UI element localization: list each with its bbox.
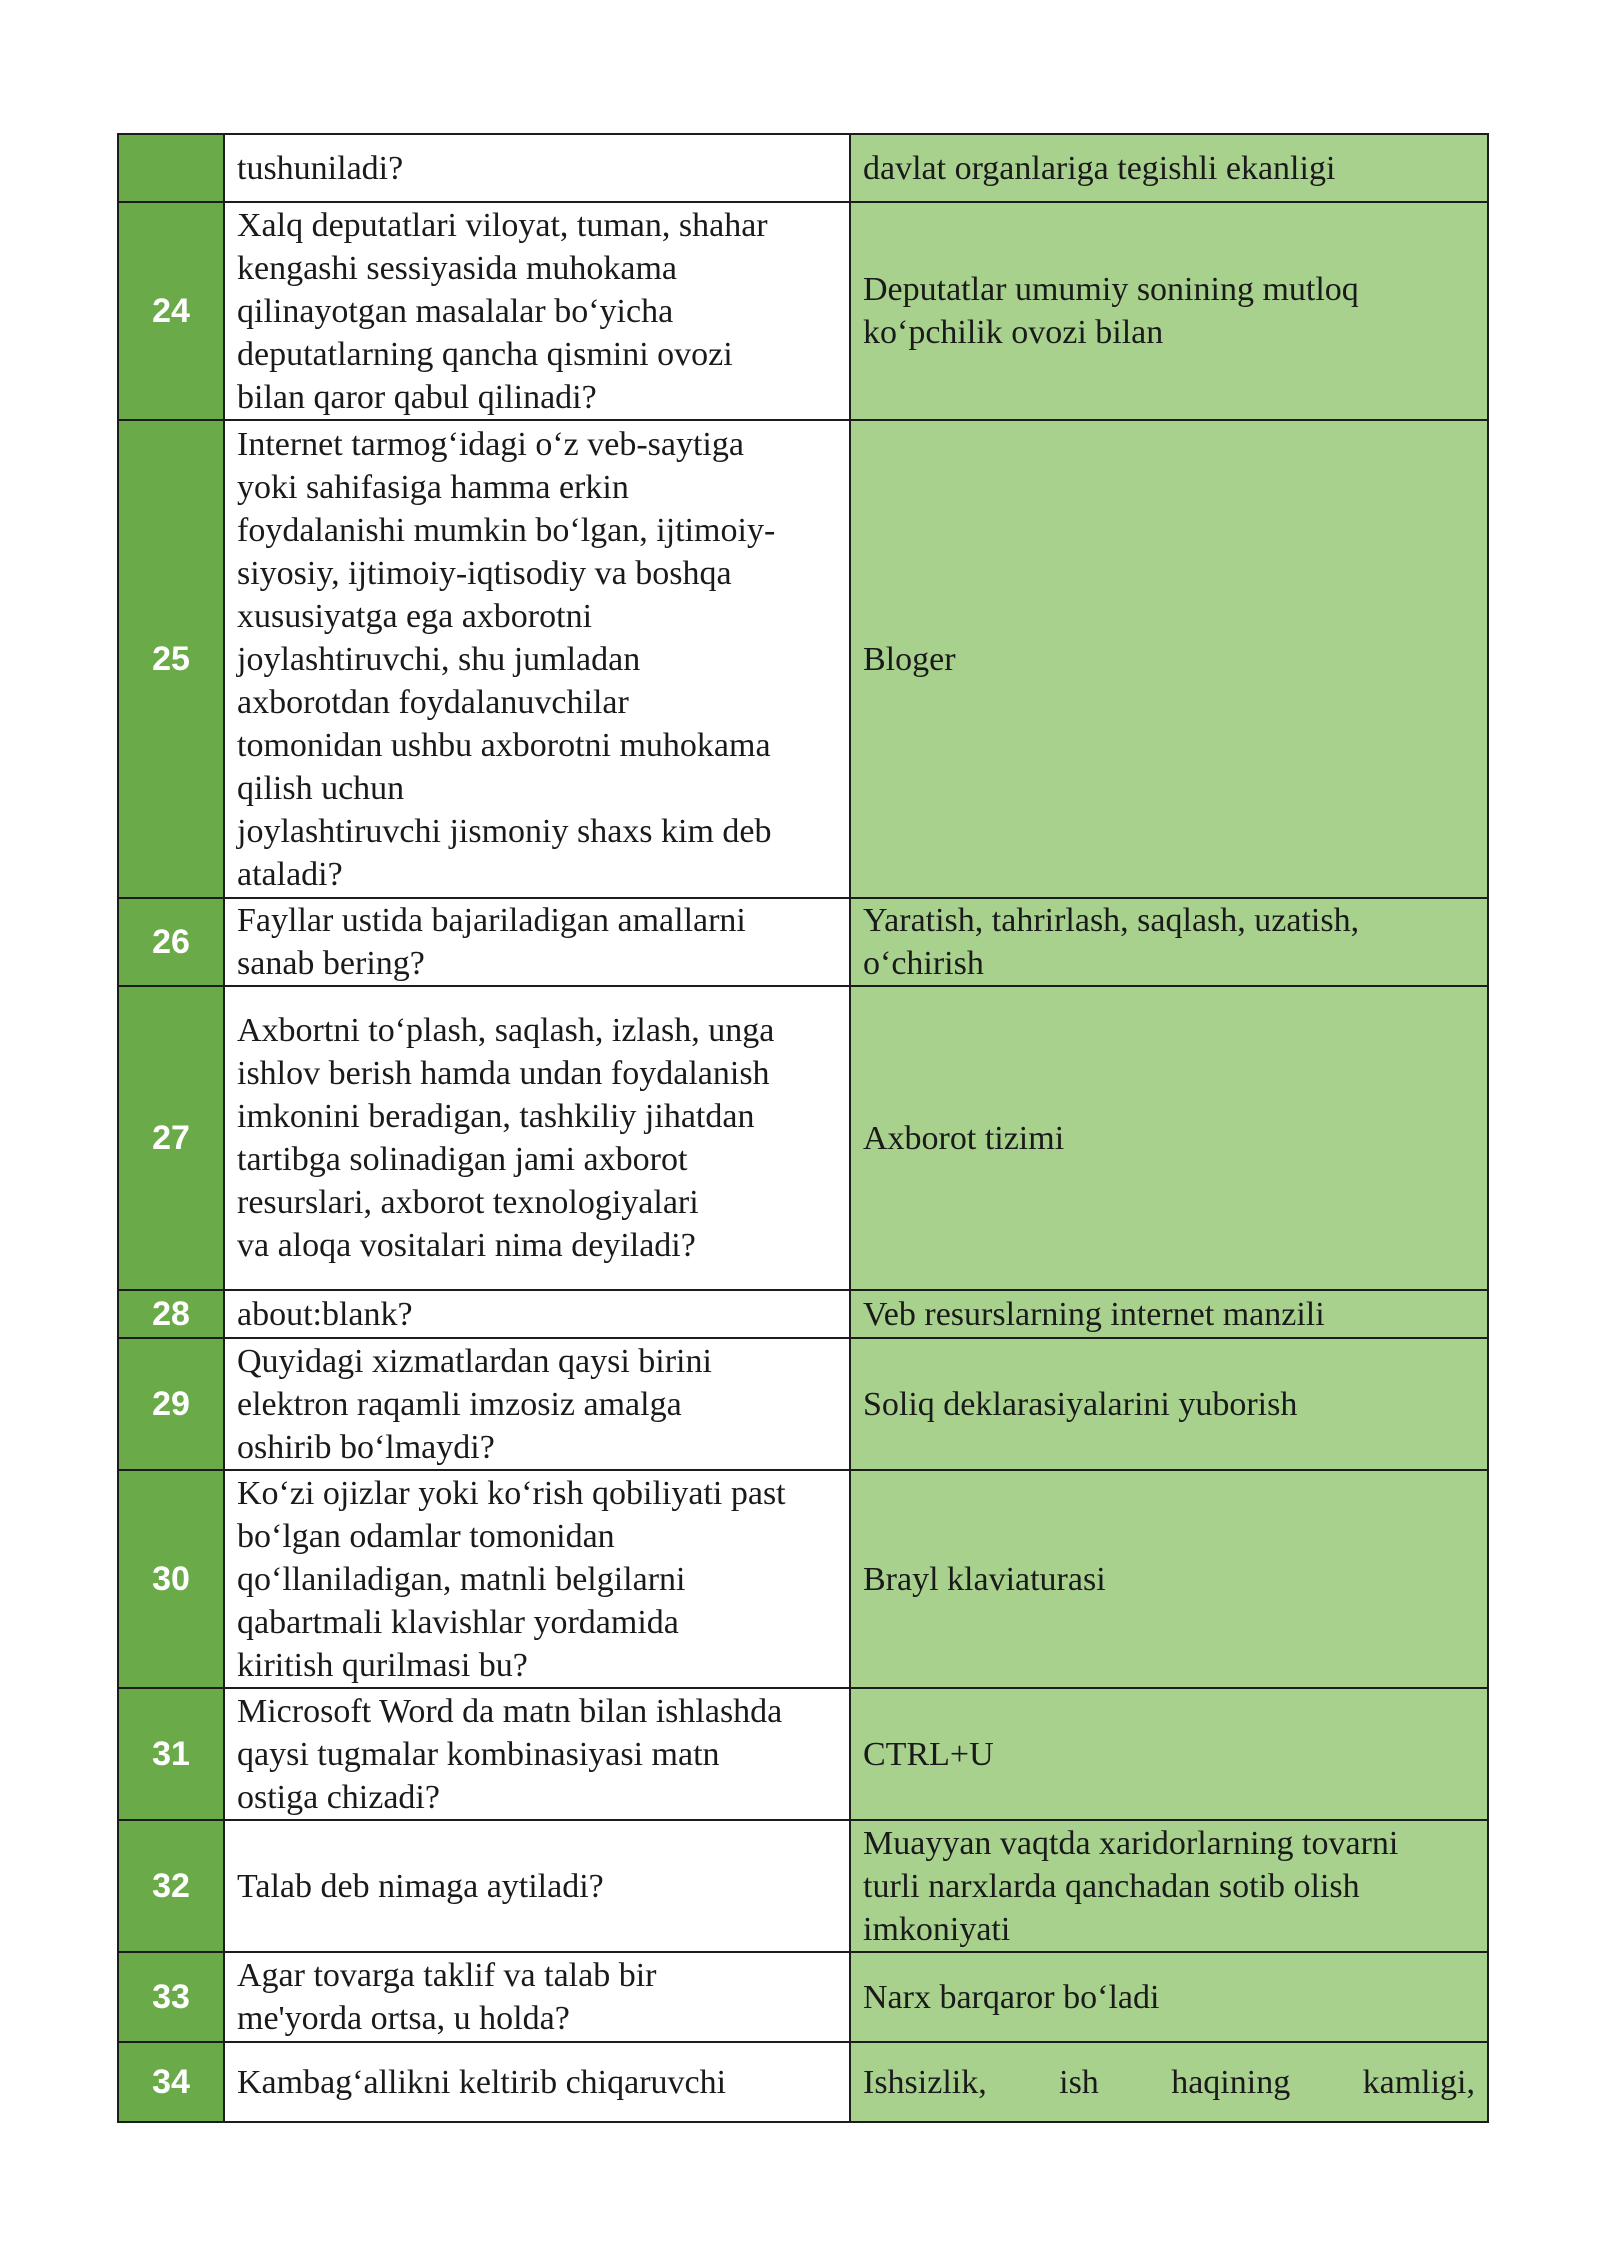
question-cell: Fayllar ustida bajariladigan amallarni sanab bering? [224, 898, 850, 986]
question-cell: Agar tovarga taklif va talab bir me'yorda ortsa, u holda? [224, 1952, 850, 2042]
table-row [118, 134, 1488, 202]
table-row [118, 202, 1488, 420]
question-cell: Quyidagi xizmatlardan qaysi birini elektron raqamli imzosiz amalga oshirib bo‘lmaydi? [224, 1338, 850, 1470]
row-number: 30 [118, 1470, 224, 1688]
table-row [118, 420, 1488, 898]
answer-cell: Veb resurslarning internet manzili [850, 1290, 1488, 1338]
row-number: 27 [118, 986, 224, 1290]
row-number: 29 [118, 1338, 224, 1470]
table-row [118, 2042, 1488, 2122]
row-number: 28 [118, 1290, 224, 1338]
table-row [118, 1952, 1488, 2042]
answer-cell: Deputatlar umumiy sonining mutloq ko‘pchilik ovozi bilan [850, 202, 1488, 420]
table-row [118, 1470, 1488, 1688]
row-number: 31 [118, 1688, 224, 1820]
answer-cell: CTRL+U [850, 1688, 1488, 1820]
question-cell: about:blank? [224, 1290, 850, 1338]
answer-cell: Brayl klaviaturasi [850, 1470, 1488, 1688]
answer-cell: Bloger [850, 420, 1488, 898]
row-number: 25 [118, 420, 224, 898]
question-cell: Kambag‘allikni keltirib chiqaruvchi [224, 2042, 850, 2122]
question-cell: Axbortni to‘plash, saqlash, izlash, unga ishlov berish hamda undan foydalanish imkonini beradigan, tashkiliy jihatdan tartibga solinadigan jami axborot resurslari, axborot texnologiyalari va aloqa vositalari nima deyiladi? [224, 986, 850, 1290]
row-number [118, 134, 224, 202]
answer-cell: Muayyan vaqtda xaridorlarning tovarni turli narxlarda qanchadan sotib olish imkoniyati [850, 1820, 1488, 1952]
row-number: 24 [118, 202, 224, 420]
question-cell: Xalq deputatlari viloyat, tuman, shahar kengashi sessiyasida muhokama qilinayotgan masalalar bo‘yicha deputatlarning qancha qismini ovozi bilan qaror qabul qilinadi? [224, 202, 850, 420]
table-row [118, 1820, 1488, 1952]
row-number: 26 [118, 898, 224, 986]
table-row [118, 898, 1488, 986]
answer-cell: Soliq deklarasiyalarini yuborish [850, 1338, 1488, 1470]
question-cell: Microsoft Word da matn bilan ishlashda qaysi tugmalar kombinasiyasi matn ostiga chizadi? [224, 1688, 850, 1820]
row-number: 32 [118, 1820, 224, 1952]
answer-cell: Narx barqaror bo‘ladi [850, 1952, 1488, 2042]
table-row [118, 986, 1488, 1290]
question-cell: Ko‘zi ojizlar yoki ko‘rish qobiliyati past bo‘lgan odamlar tomonidan qo‘llaniladigan, matnli belgilarni qabartmali klavishlar yordamida kiritish qurilmasi bu? [224, 1470, 850, 1688]
table-row [118, 1338, 1488, 1470]
row-number: 34 [118, 2042, 224, 2122]
question-cell: Internet tarmog‘idagi o‘z veb-saytiga yoki sahifasiga hamma erkin foydalanishi mumkin bo‘lgan, ijtimoiy- siyosiy, ijtimoiy-iqtisodiy va boshqa xususiyatga ega axborotni joylashtiruvchi, shu jumladan axborotdan foydalanuvchilar tomonidan ushbu axborotni muhokama qilish uchun joylashtiruvchi jismoniy shaxs kim deb ataladi? [224, 420, 850, 898]
row-number: 33 [118, 1952, 224, 2042]
question-cell: Talab deb nimaga aytiladi? [224, 1820, 850, 1952]
answer-cell: Ishsizlik, ish haqining kamligi, [850, 2042, 1488, 2122]
table-row [118, 1290, 1488, 1338]
answer-cell: Axborot tizimi [850, 986, 1488, 1290]
table-row [118, 1688, 1488, 1820]
answer-cell: davlat organlariga tegishli ekanligi [850, 134, 1488, 202]
answer-cell: Yaratish, tahrirlash, saqlash, uzatish, o‘chirish [850, 898, 1488, 986]
qa-table [117, 133, 1489, 2123]
question-cell: tushuniladi? [224, 134, 850, 202]
